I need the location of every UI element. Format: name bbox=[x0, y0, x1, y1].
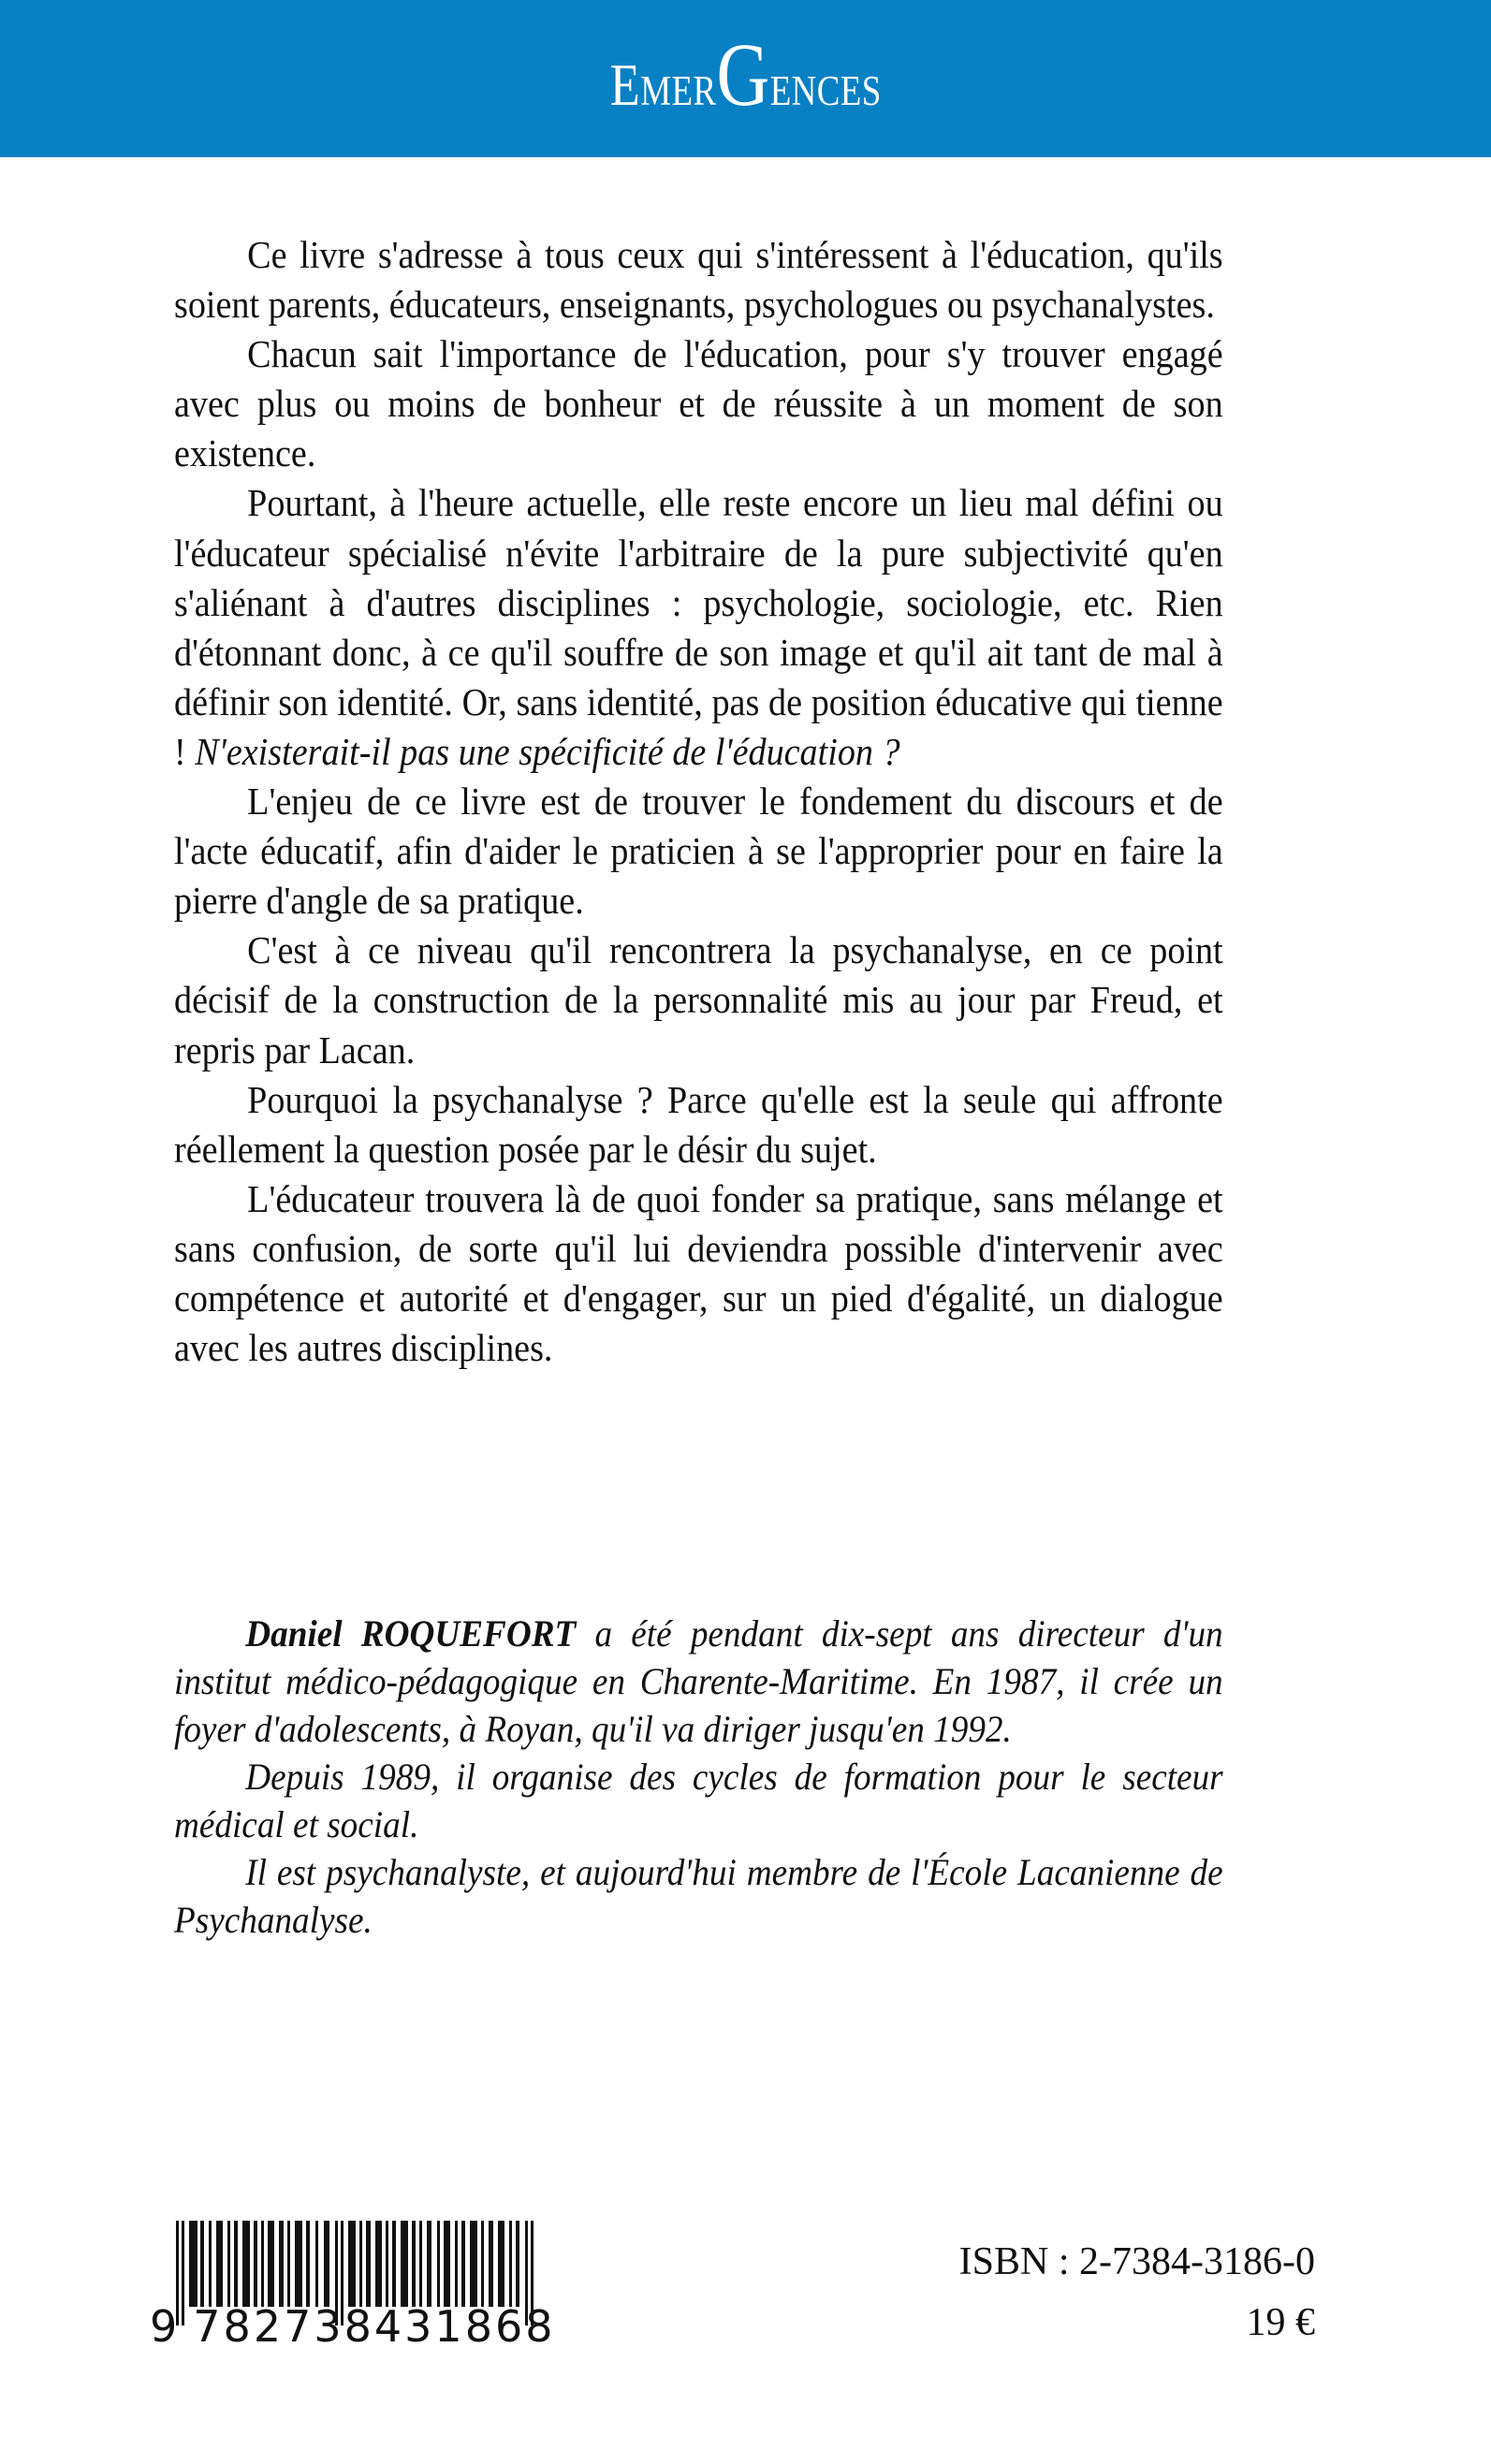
publisher-logo-emer: Emer bbox=[609, 51, 717, 118]
author-biography bbox=[174, 1610, 1223, 1944]
back-cover-content bbox=[0, 157, 1491, 2375]
blurb-paragraph-2: Chacun sait l'importance de l'éducation, pour s'y trouver engagé avec plus ou moins de bonheur et de réussite à un moment de son existence. bbox=[174, 332, 1223, 475]
isbn-number: ISBN : 2-7384-3186-0 bbox=[958, 2240, 1315, 2283]
back-cover-footer bbox=[0, 2221, 1491, 2464]
price-label: 19 € bbox=[1246, 2301, 1315, 2345]
author-name: Daniel ROQUEFORT bbox=[245, 1612, 577, 1655]
blurb-italic-question: N'existerait-il pas une spécificité de l'éducation ? bbox=[195, 729, 900, 773]
bio-paragraph-1 bbox=[174, 1610, 1223, 1753]
blurb-paragraph-7: L'éducateur trouvera là de quoi fonder sa pratique, sans mélange et sans confusion, de sorte qu'il lui deviendra possible d'intervenir avec compétence et autorité et d'engager, sur un pied d'égalité, un dialogue avec les autres disciplines. bbox=[174, 1176, 1223, 1370]
bio-paragraph-3: Il est psychanalyste, et aujourd'hui membre de l'École Lacanienne de Psychanalyse. bbox=[174, 1851, 1223, 1941]
barcode-lead-digit: 9 bbox=[150, 2301, 181, 2352]
blurb-paragraph-1: Ce livre s'adresse à tous ceux qui s'intéressent à l'éducation, qu'ils soient parents, éducateurs, enseignants, psychologues ou psychanalystes. bbox=[174, 233, 1223, 327]
blurb-paragraph-5: C'est à ce niveau qu'il rencontrera la psychanalyse, en ce point décisif de la construction de la personnalité mis au jour par Freud, et repris par Lacan. bbox=[174, 928, 1223, 1072]
publisher-header-band bbox=[0, 0, 1491, 157]
blurb-paragraph-3-text: Pourtant, à l'heure actuelle, elle reste encore un lieu mal défini ou l'éducateur spécialisé n'évite l'arbitraire de la pure subjectivité qu'en s'aliénant à d'autres disciplines : psychologie, sociologie, etc. Rien d'étonnant donc, à ce qu'il souffre de son image et qu'il ait tant de mal à définir son identité. Or, sans identité, pas de position éducative qui tienne ! bbox=[174, 481, 1223, 773]
publisher-logo bbox=[609, 24, 882, 124]
publisher-logo-ences: ences bbox=[769, 51, 882, 118]
blurb-paragraph-3 bbox=[174, 478, 1223, 777]
blurb-paragraph-6: Pourquoi la psychanalyse ? Parce qu'elle est la seule qui affronte réellement la question posée par le désir du sujet. bbox=[174, 1077, 1223, 1171]
isbn-barcode bbox=[150, 2221, 567, 2352]
bio-paragraph-1-rest: a été pendant dix-sept ans directeur d'un institut médico-pédagogique en Charente-Maritime. En 1987, il crée un foyer d'adolescents, à Royan, qu'il va diriger jusqu'en 1992. bbox=[174, 1612, 1223, 1750]
barcode-group-left: 782738 bbox=[193, 2301, 374, 2352]
barcode-group-right: 431868 bbox=[373, 2301, 556, 2352]
bio-paragraph-2: Depuis 1989, il organise des cycles de formation pour le secteur médical et social. bbox=[174, 1756, 1223, 1845]
publisher-logo-g: G bbox=[716, 24, 770, 124]
blurb-paragraph-4: L'enjeu de ce livre est de trouver le fondement du discours et de l'acte éducatif, afin d'aider le praticien à se l'approprier pour en faire la pierre d'angle de sa pratique. bbox=[174, 780, 1223, 923]
book-blurb bbox=[174, 230, 1223, 1373]
barcode-digits bbox=[150, 2301, 567, 2352]
isbn-price-block bbox=[959, 2232, 1315, 2354]
